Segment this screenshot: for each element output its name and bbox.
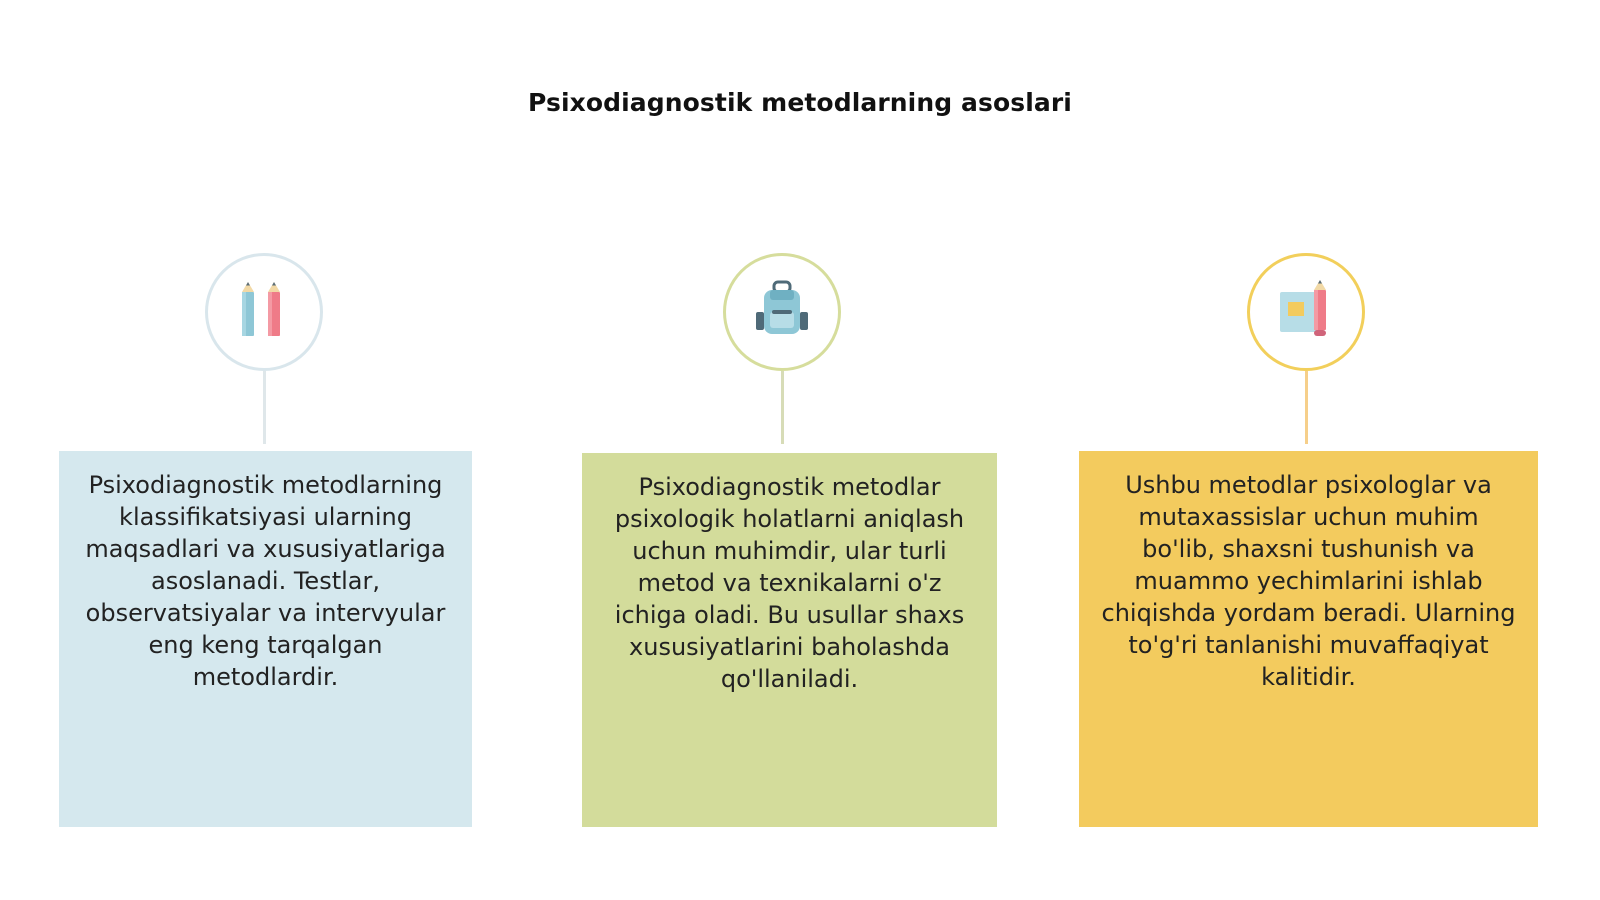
step-1-connector bbox=[263, 371, 266, 444]
step-3-card bbox=[1079, 451, 1538, 827]
step-2-connector bbox=[781, 371, 784, 444]
step-1-icon-circle bbox=[205, 253, 323, 371]
step-2-icon-circle bbox=[723, 253, 841, 371]
step-1-text: Psixodiagnostik metodlarning klassifikatsiyasi ularning maqsadlari va xususiyatlariga asoslanadi. Testlar, observatsiyalar va intervyular eng keng tarqalgan metodlardir. bbox=[85, 471, 446, 691]
step-3-text: Ushbu metodlar psixologlar va mutaxassislar uchun muhim bo'lib, shaxsni tushunish va muammo yechimlarini ishlab chiqishda yordam beradi. Ularning to'g'ri tanlanishi muvaffaqiyat kalitidir. bbox=[1101, 471, 1516, 691]
step-1-card bbox=[59, 451, 472, 827]
step-3-icon-circle bbox=[1247, 253, 1365, 371]
backpack-icon bbox=[750, 278, 814, 346]
step-3-connector bbox=[1305, 371, 1308, 444]
step-2-card bbox=[582, 453, 997, 827]
slide-title: Psixodiagnostik metodlarning asoslari bbox=[528, 88, 1072, 117]
step-2-text: Psixodiagnostik metodlar psixologik holatlarni aniqlash uchun muhimdir, ular turli metod va texnikalarni o'z ichiga oladi. Bu usullar shaxs xususiyatlarini baholashda qo'llaniladi. bbox=[614, 473, 965, 693]
pencils-icon bbox=[234, 278, 294, 346]
drawing-icon bbox=[1274, 278, 1338, 346]
